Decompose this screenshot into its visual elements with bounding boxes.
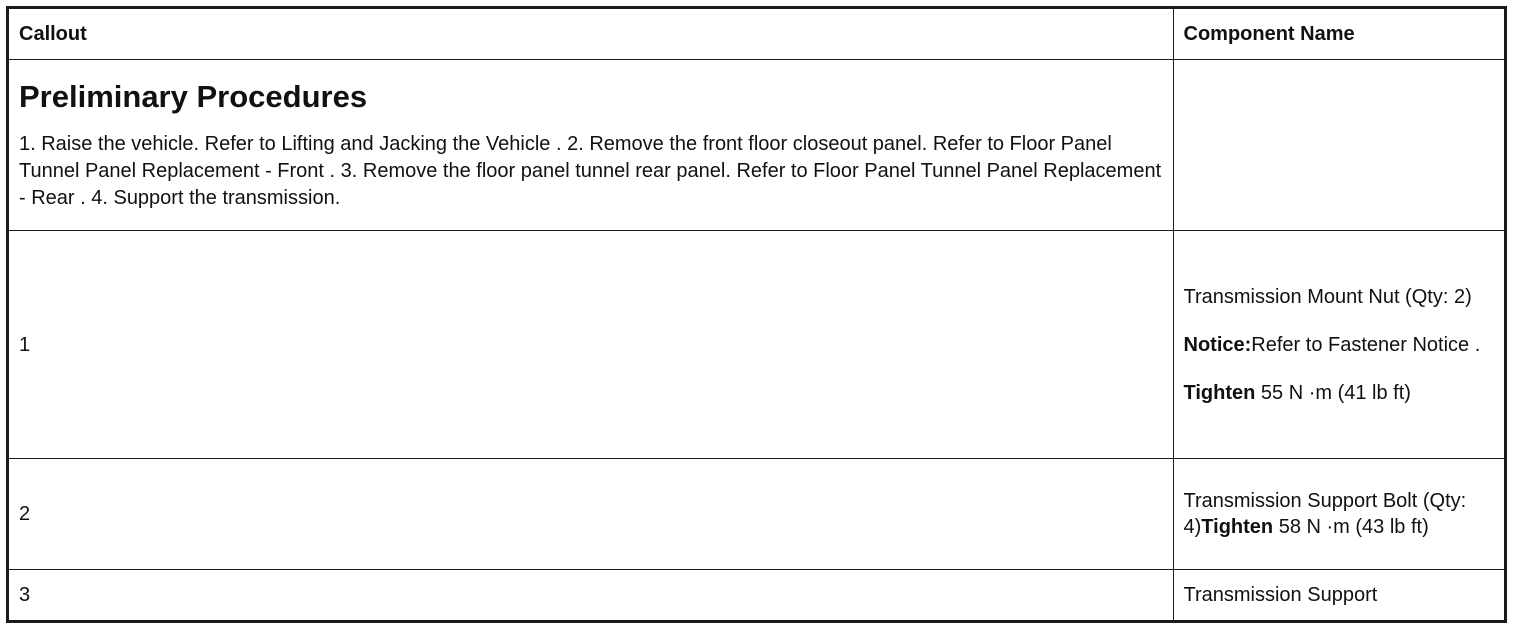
callout-cell: 1 bbox=[9, 231, 1173, 458]
notice-label: Notice: bbox=[1183, 333, 1252, 356]
component-name-cell bbox=[1173, 458, 1504, 569]
component-name-cell bbox=[1173, 569, 1504, 620]
preliminary-procedures-cell bbox=[9, 60, 1173, 231]
table-row bbox=[9, 458, 1504, 569]
table-header-row bbox=[9, 9, 1504, 60]
callout-cell: 3 bbox=[9, 569, 1173, 620]
tighten-label: Tighten bbox=[1201, 515, 1274, 538]
callout-cell: 2 bbox=[9, 458, 1173, 569]
procedure-table-frame bbox=[6, 6, 1507, 623]
torque-spec bbox=[1184, 380, 1495, 406]
preliminary-component-cell bbox=[1173, 60, 1504, 231]
preliminary-procedures-text: 1. Raise the vehicle. Refer to Lifting and Jacking the Vehicle . 2. Remove the front floor closeout panel. Refer to Floor Panel Tunnel Panel Replacement - Front . 3. Remove the floor panel tunnel rear panel. Refer to Floor Panel Tunnel Panel Replacement - Rear . 4. Support the transmission. bbox=[19, 132, 1162, 209]
component-name: Transmission Mount Nut (Qty: 2) bbox=[1183, 285, 1472, 308]
component-name-column-header: Component Name bbox=[1173, 9, 1504, 60]
table-row bbox=[9, 231, 1504, 458]
notice-text: Refer to Fastener Notice . bbox=[1251, 333, 1481, 356]
tighten-label: Tighten bbox=[1183, 381, 1256, 404]
notice-line bbox=[1184, 332, 1495, 358]
torque-value: 58 N ·m (43 lb ft) bbox=[1273, 515, 1429, 538]
component-name: Transmission Support bbox=[1183, 583, 1378, 606]
table-row bbox=[9, 569, 1504, 620]
torque-value: 55 N ·m (41 lb ft) bbox=[1255, 381, 1411, 404]
preliminary-procedures-row bbox=[9, 60, 1504, 231]
callout-column-header: Callout bbox=[9, 9, 1173, 60]
component-name-with-torque bbox=[1184, 488, 1495, 540]
preliminary-procedures-title: Preliminary Procedures bbox=[19, 78, 368, 114]
component-name-cell bbox=[1173, 231, 1504, 458]
component-name: Transmission Support Bolt (Qty: 4) bbox=[1183, 489, 1467, 538]
procedure-table bbox=[9, 9, 1504, 620]
